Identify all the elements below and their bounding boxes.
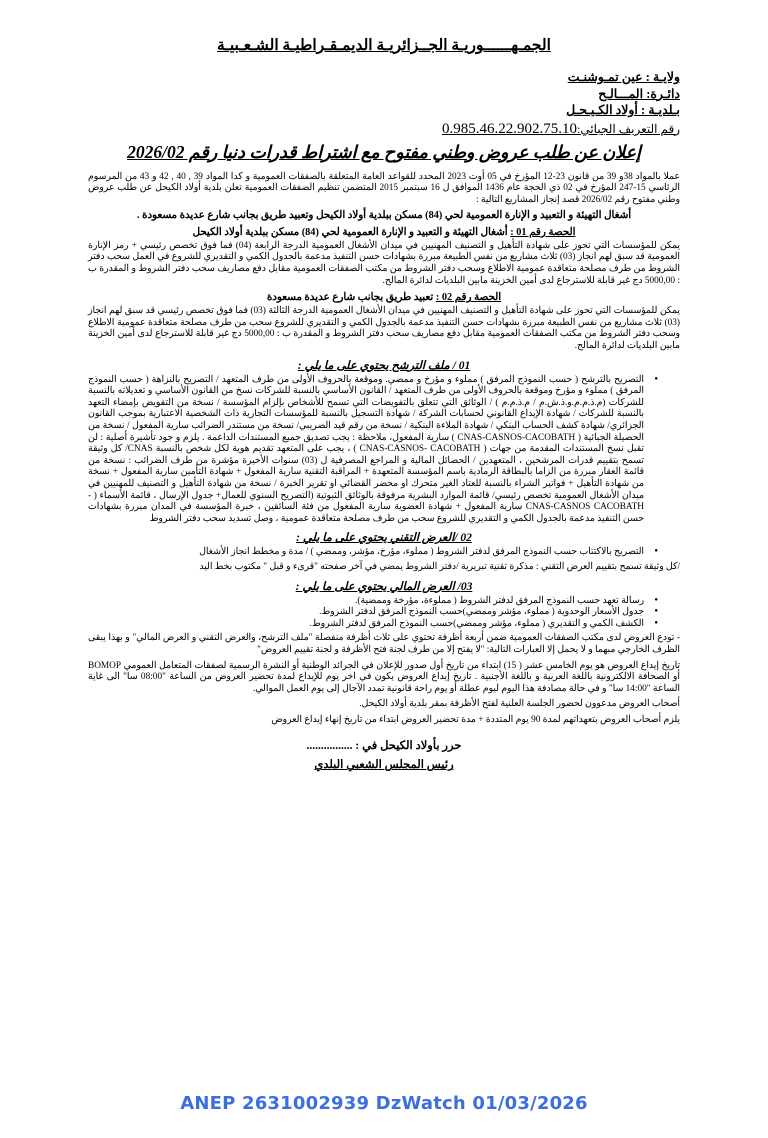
page-title: إعلان عن طلب عروض وطني مفتوح مع اشتراط قدرات دنيا رقم 2026/02 bbox=[127, 141, 641, 162]
closing-paragraph-4: يلزم أصحاب العروض بتعهداتهم لمدة 90 يوم المتددة + مدة تحضير العروض ابتداء من تاريخ إنهاء إيداع العروض bbox=[271, 714, 680, 725]
lot1-body: يمكن للمؤسسات التي تحوز على شهادة التأهيل و التصنيف المهنيين في ميدان الأشغال العمومية الدرجة الرابعة (04) فما فوق تخصص رئيسي + رمز الإنارة العمومية قد سبق لهم انجاز (03) ثلاث مشاريع من نفس الطبيعة مبررة بشهادات حسن التنفيذ مدعمة بالجدول الكمي و التقديري للشروع في العمل سحب دفتر الشروط من طرف مصلحة متعاقدة عمومية الاطلاع وسحب دفتر الشروط من مكتب الصفقات العمومية مقابل دفع مصاريف سحب دفتر الشروط و المقدرة ب : 5000,00 دج غير قابلة للاسترجاع لدى أمين الخزينة مابين البلديات لدائرة المالح. bbox=[88, 240, 680, 286]
republic-header: الجمـهــــــوريـة الجــزائريـة الديمـقـراطيـة الشـعـبيـة bbox=[217, 37, 551, 54]
list-item: ● الكشف الكمي و التقديري ( مملوء، مؤشر وممضي)حسب النموذج المرفق لدفتر الشروط. bbox=[88, 619, 658, 631]
organization-block bbox=[88, 69, 680, 119]
nif-label: رقم التعريف الجبائي: bbox=[577, 121, 680, 136]
section-3-list bbox=[88, 596, 680, 631]
section-2-extra: /كل وثيقة تسمح بتقييم العرض التقني : مذكرة تقنية تبريرية /دفتر الشروط يمضي في آخر صفحته "قرىء و قبل " مكتوب بخط اليد bbox=[199, 561, 680, 572]
lot1-heading bbox=[88, 226, 680, 239]
section-2-list bbox=[88, 547, 680, 559]
nif-line bbox=[88, 120, 680, 138]
list-item: ● التصريح بالترشح ( حسب النموذج المرفق ) مملوء و مؤرخ و ممضي. وموقعة بالحروف الأولى من طرف المتعهد / التصريح بالنزاهة ( حسب النموذج المرفق ) مملوء و مؤرخ وموقعة بالحروف الأولى من طرف المتعهد / القانون الأساسي بالنسبة للشركات نسخ من القانون الأساسي و تعديلاته بالنسبة للشركات (م.ذ.م.م.و.ذ.ش.م / م.ذ.م.م ) / الوثائق التي تتعلق بالتفويضات التي تسمح للأشخاص بإلزام المؤسسة / نسخة من التفويض بإمضاء التعهد بالنسبة للشركات / شهادة الإيداع القانوني لحسابات الشركة / شهادة التسجيل بالنسبة للمؤسسات التجارية ذات الشخصية الاعتبارية بموجب القانون الجزائري/ شهادة كشف الحساب البنكي / شهادة الملاءة البنكية / نسخة من رقم قيد الضريبي/ نسخة من مستندر الضرائب سارية المفعول / نسخة من الحصيلة الجبائية ( CNAS-CASNOS-CACOBATH ) سارية المفعول، ملاحظة : يجب تصديق جميع المستندات الداعمة . يلزم و جود تأشيرة أصلية : لن تقبل نسخ المستندات المقدمة من جهات ( CNAS-CASNOS- CACOBATH ) ، يجب على المتعهد تقديم هوية لكل شخص بالنسبة CNAS/ كل وثيقة تسمح بتقييم قدرات المرشحين ، المتعهدين / الحصائل المالية و المراجع المصرفية ل (03) سنوات الأخيرة مؤشرة من طرف الضرائب : نسخة من قائمة العقار مبررة من الزاما بالبطاقة الرمادية باسم المؤسسة المتعهدة + المراقبة التقنية سارية المفعول + شهادة التأمين سارية المفعول + نسخة من شهادة التأهيل + فواتير الشراء بالنسبة للعتاد الغير متحرك او محضر القضائي او تقرير الخبرة / نسخة من شهادة التأهيل و التصنيف للمهنيين في ميدان الأشغال العمومية تخصص رئيسي/ قائمة الموارد البشرية مرفوقة بالوثائق الثبوتية (التصريح السنوي للعمال+ جدول الإرسال ، قائمة الأسماء ( -CNAS-CASNOS CACOBATH سارية المفعول + شهادة العضوية سارية المفعول من فئة السائقين ، خبرة المؤسسة في المدان مبررة بشهادات حسن التنفيذ مدعمة بالجدول الكمي و التقديري للشروع سحب من طرف مصلحة متعاقدة عمومية ، وصل تسديد سحب دفتر الشروط bbox=[88, 375, 658, 526]
lot2-body: يمكن للمؤسسات التي تحوز على شهادة التأهيل و التصنيف المهنيين في ميدان الأشغال العمومية الدرجة الثالثة (03) فما فوق تخصص رئيسي قد سبق لهم انجاز (03) ثلاث مشاريع من نفس الطبيعة مبررة بشهادات حسن التنفيذ مدعمة بالجدول الكمي و التقديري للشروع سحب من طرف مصلحة متعاقدة عمومية الاطلاع وسحب دفتر الشروط من مكتب الصفقات العمومية مقابل دفع مصاريف سحب دفتر الشروط و المقدرة ب : 5000,00 دج غير قابلة للاسترجاع لدى أمين الخزينة مابين البلديات لدائرة المالح. bbox=[88, 306, 680, 352]
section-1-list bbox=[88, 375, 680, 526]
nif-value: 0.985.46.22.902.75.10 bbox=[442, 120, 577, 137]
wilaya-line: ولايـة : عين تمـوشنـت bbox=[567, 70, 680, 84]
section-3-heading: 03/ العرض المالي يحتوي على ما يلي : bbox=[295, 580, 473, 593]
lot2-label: الحصة رقم 02 : bbox=[435, 292, 502, 304]
closing-paragraph-2: تاريخ إيداع العروض هو يوم الخامس عشر ( 15) ابتداء من تاريخ أول صدور للإعلان في الجرائد الوطنية أو النشرة الرسمية لصفقات المتعامل العمومي BOMOP أو الصحافة الالكترونية باللغة العربية و باللغة الأجنبية . تاريخ إيداع العروض يكون في اخر يوم للإيداع لمدة تحضير العروض من الساعة "08:00 سا" الى غاية الساعة "14:00 سا" و في حالة مصادفة هذا اليوم ليوم عطلة أو يوم راحة قانونية تمدد الآجال إلى يوم العمل الموالي. bbox=[88, 660, 681, 694]
baladiya-line: بـلديـة : أولاد الكـيـحـل bbox=[566, 103, 680, 117]
lot1-label: الحصة رقم 01 : bbox=[510, 226, 576, 238]
signature-block bbox=[88, 738, 680, 774]
closing-paragraph-3: أصحاب العروض مدعوون لحضور الجلسة العلنية لفتح الأظرفة بمقر بلدية أولاد الكيحل. bbox=[359, 699, 680, 710]
anep-footer: ANEP 2631002939 DzWatch 01/03/2026 bbox=[180, 1093, 588, 1114]
section-2-heading: 02 /العرض التقني يحتوي على ما يلي : bbox=[296, 532, 472, 545]
signature-title: رئيس المجلس الشعبي البلدي bbox=[314, 759, 454, 772]
projects-heading: أشغال التهيئة و التعبيد و الإنارة العمومية لحي (84) مسكن ببلدية أولاد الكيحل وتعبيد طريق بجانب شارع عديدة مسعودة . bbox=[136, 210, 632, 222]
place-date-line: حرر بأولاد الكيحل في : ................ bbox=[306, 740, 462, 753]
list-item: ● جدول الأسعار الوحدوية ( مملوء، مؤشر وممضي)حسب النموذج المرفق لدفتر الشروط. bbox=[88, 607, 658, 619]
lot2-heading bbox=[88, 291, 680, 304]
list-item: ● التصريح بالاكتتاب حسب النموذج المرفق لدفتر الشروط ( مملوء، مؤرخ، مؤشر، وممضي ) / مدة و مخطط انجاز الأشغال bbox=[88, 547, 658, 559]
section-1-heading: 01 / ملف الترشح يحتوي على ما يلي : bbox=[297, 359, 471, 372]
daira-line: دائـرة: المـــالـح bbox=[598, 86, 680, 101]
lot1-title: أشغال التهيئة و التعبيد و الإنارة العمومية لحي (84) مسكن ببلدية أولاد الكيحل bbox=[192, 226, 508, 238]
intro-paragraph: عملا بالمواد 38و 39 من قانون 23-12 المؤرخ في 05 أوت 2023 المحدد للقواعد العامة المتعلقة بالصفقات العمومية و كدا المواد 39 , 40 , 42 و 43 من المرسوم الرئاسي 15-247 المؤرخ في 02 ذي الحجة عام 1436 الموافق ل 16 سبتمبر 2015 المتضمن تنظيم الصفقات العمومية تعلن بلدية أولاد الكيحل عن طلب عروض وطني مفتوح رقم 2026/02 قصد إنجاز المشاريع التالية : bbox=[88, 171, 680, 205]
list-item: ● رسالة تعهد حسب النموذج المرفق لدفتر الشروط ( مملوءة، مؤرخة وممضية). bbox=[88, 596, 658, 608]
lot2-title: تعبيد طريق بجانب شارع عديدة مسعودة bbox=[266, 292, 434, 304]
closing-paragraph-1: - تودع العروض لدى مكتب الصفقات العمومية ضمن أربعة أظرفة تحتوي على ثلاث أظرفة منفصلة "ملف الترشح، والعرض التقني و العرض المالي" و بهذا يبقى الظرف الخارجي مبهما و لا يحمل إلا العبارات التالية: "لا يفتح إلا من طرف لجنة فتح الأظرفة و لجنة تقييم العروض" bbox=[88, 633, 680, 655]
